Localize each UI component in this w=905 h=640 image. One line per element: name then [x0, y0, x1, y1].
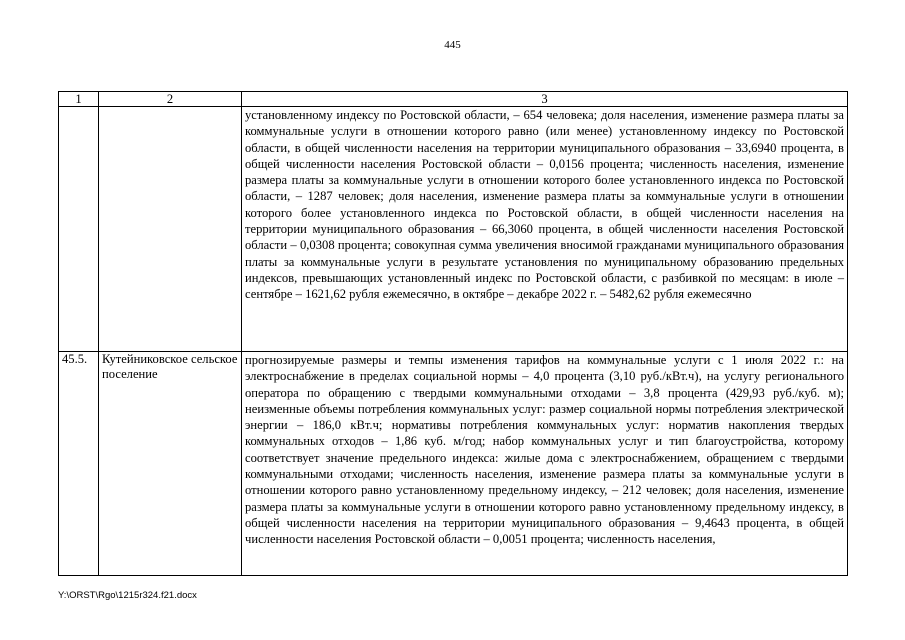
table-row	[59, 352, 848, 576]
page-number: 445	[444, 39, 461, 51]
settlement-name-cell	[99, 107, 242, 352]
row-number-cell: 45.5.	[59, 352, 99, 576]
description-cell: установленному индексу по Ростовской области, – 654 человека; доля населения, изменение размера платы за коммунальные услуги в отношении которого равно (или менее) установленному индексу по Ростовской области, в общей численности населения на территории муниципального образования – 33,6940 процента, в общей численности населения Ростовской области – 0,0156 процента; численность населения, изменение размера платы за коммунальные услуги в отношении которого более установленного индекса по Ростовской области, – 1287 человек; доля населения, изменение размера платы за коммунальные услуги в отношении которого более установленного индекса по Ростовской области, в общей численности населения на территории муниципального образования – 66,3060 процента, в общей численности населения Ростовской области – 0,0308 процента; совокупная сумма увеличения вносимой гражданами муниципального образования платы за коммунальные услуги в результате установления по муниципальному образованию предельных индексов, превышающих установленный индекс по Ростовской области, с разбивкой по месяцам: в июле – сентябре – 1621,62 рубля ежемесячно, в октябре – декабре 2022 г. – 5482,62 рубля ежемесячно	[242, 107, 848, 352]
table-row	[59, 107, 848, 352]
settlement-name-cell: Кутейниковское сельское поселение	[99, 352, 242, 576]
column-header-1: 1	[59, 92, 99, 107]
description-cell: прогнозируемые размеры и темпы изменения тарифов на коммунальные услуги с 1 июля 2022 г.: на электроснабжение в пределах социальной нормы – 4,0 процента (3,10 руб./кВт.ч), на услугу регионального оператора по обращению с твердыми коммунальными отходами – 3,8 процента (429,93 руб./куб. м); неизменные объемы потребления коммунальных услуг: размер социальной нормы потребления электрической энергии – 186,0 кВт.ч; нормативы потребления коммунальных услуг: норматив накопления твердых коммунальных отходов – 1,86 куб. м/год; набор коммунальных услуг и тип благоустройства, которому соответствует значение предельного индекса: жилые дома с электроснабжением, обращением с твердыми коммунальными отходами; численность населения, изменение размера платы за коммунальные услуги в отношении которого равно установленному предельному индексу, – 212 человек; доля населения, изменение размера платы за коммунальные услуги в отношении которого равно установленному предельному индексу, в общей численности населения на территории муниципального образования – 9,4643 процента, в общей численности населения Ростовской области – 0,0051 процента; численность населения,	[242, 352, 848, 576]
document-table	[58, 91, 848, 576]
column-header-2: 2	[99, 92, 242, 107]
table-header-row	[59, 92, 848, 107]
file-path-footer: Y:\ORST\Rgo\1215r324.f21.docx	[58, 590, 197, 601]
column-header-3: 3	[242, 92, 848, 107]
row-number-cell	[59, 107, 99, 352]
